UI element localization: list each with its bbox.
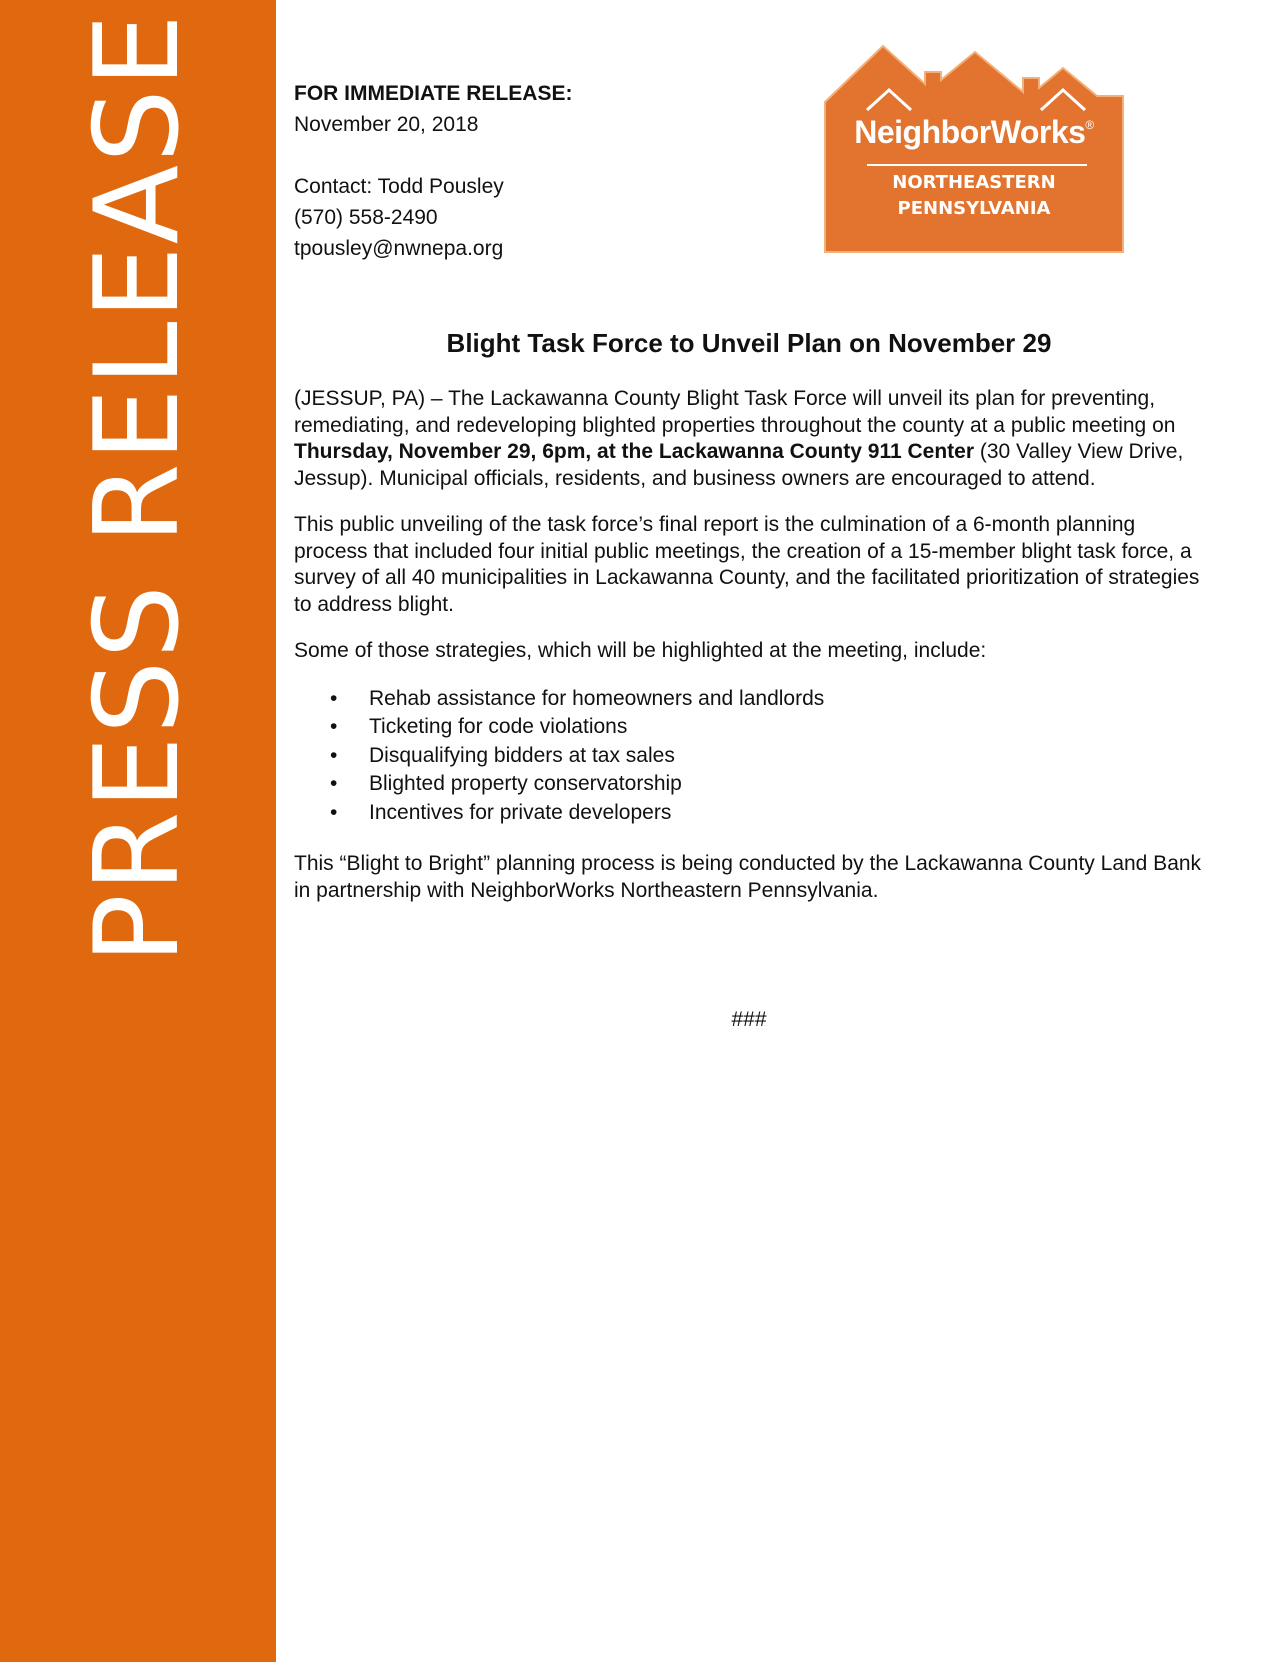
paragraph-partnership: This “Blight to Bright” planning process is being conducted by the Lackawanna County Land Bank in partnership with NeighborWorks Northeastern Pennsylvania. <box>294 852 1202 902</box>
list-item: • Ticketing for code violations <box>294 713 1204 742</box>
neighborworks-logo <box>823 44 1125 254</box>
press-release-title: PRESS RELEASE <box>70 11 205 965</box>
announcement-tail: (30 Valley View Drive, Jessup). Municipal officials, residents, and business owners are encouraged to attend. <box>294 440 1184 490</box>
logo-region <box>823 170 1125 222</box>
release-date: November 20, 2018 <box>294 113 479 136</box>
contact-phone: (570) 558-2490 <box>294 206 438 229</box>
event-details: Thursday, November 29, 6pm, at the Lackawanna County 911 Center <box>294 440 974 463</box>
bullet-icon: • <box>330 715 338 738</box>
paragraph-strategies-intro: Some of those strategies, which will be highlighted at the meeting, include: <box>294 639 987 662</box>
contact-name: Contact: Todd Pousley <box>294 175 504 198</box>
release-label: FOR IMMEDIATE RELEASE: <box>294 82 573 105</box>
sidebar-banner <box>0 0 276 1662</box>
release-header <box>294 78 694 264</box>
logo-brand-text <box>823 114 1125 151</box>
list-item: • Disqualifying bidders at tax sales <box>294 742 1204 771</box>
page-title: Blight Task Force to Unveil Plan on November 29 <box>446 328 1052 358</box>
logo-divider <box>867 164 1087 166</box>
bullet-icon: • <box>330 743 338 767</box>
bullet-icon: • <box>330 686 338 710</box>
list-item: • Incentives for private developers <box>294 799 1204 828</box>
list-item: • Blighted property conservatorship <box>294 770 1204 799</box>
strategy-list <box>294 685 1204 828</box>
announcement-lead: (JESSUP, PA) – The Lackawanna County Blight Task Force will unveil its plan for preventing, remediating, and redeveloping blighted properties throughout the county at a public meeting on <box>294 387 1176 437</box>
registered-mark: ® <box>1085 118 1094 132</box>
list-item: • Rehab assistance for homeowners and landlords <box>294 685 1204 714</box>
logo-region-line2: PENNSYLVANIA <box>897 198 1051 219</box>
paragraph-announcement <box>294 386 1204 492</box>
paragraph-process: This public unveiling of the task force’s final report is the culmination of a 6-month planning process that included four initial public meetings, the creation of a 15-member blight task force, a survey of all 40 municipalities in Lackawanna County, and the facilitated prioritization of strategies to address blight. <box>294 513 1200 616</box>
logo-brand-name: NeighborWorks <box>854 114 1086 150</box>
release-body <box>294 386 1204 924</box>
contact-email: tpousley@nwnepa.org <box>294 237 504 260</box>
bullet-icon: • <box>330 772 338 795</box>
bullet-icon: • <box>330 800 338 824</box>
logo-region-line1: NORTHEASTERN <box>892 172 1056 193</box>
end-mark: ### <box>731 1008 767 1031</box>
